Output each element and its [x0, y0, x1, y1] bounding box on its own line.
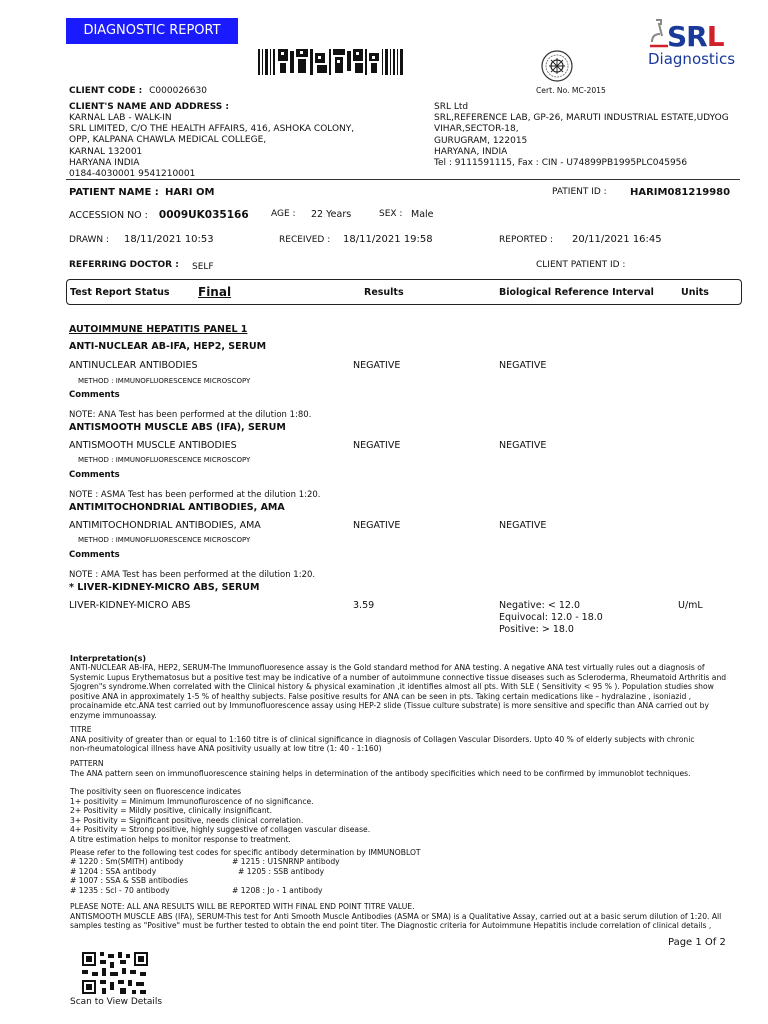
titre-title: TITRE — [70, 725, 92, 734]
test-note: NOTE : AMA Test has been performed at the dilution 1:20. — [69, 570, 316, 580]
test-section-title: ANTISMOOTH MUSCLE ABS (IFA), SERUM — [69, 422, 286, 433]
sex-value: Male — [411, 209, 434, 220]
client-address-line: KARNAL 132001 — [69, 146, 143, 157]
units-column-header: Units — [681, 287, 709, 298]
test-method: METHOD : IMMUNOFLUORESCENCE MICROSCOPY — [78, 377, 251, 385]
test-reference: NEGATIVE — [499, 360, 547, 371]
client-patient-id-label: CLIENT PATIENT ID : — [536, 260, 626, 270]
ref-doctor-label: REFERRING DOCTOR : — [69, 260, 179, 270]
lab-address-line: GURUGRAM, 122015 — [434, 135, 528, 146]
test-reference-ranges — [499, 600, 603, 636]
reference-range-line: Positive: > 18.0 — [499, 624, 574, 635]
pattern-title: PATTERN — [70, 759, 104, 768]
lab-address-line: Tel : 9111591115, Fax : CIN - U74899PB1995PLC045956 — [434, 158, 688, 169]
test-result: NEGATIVE — [353, 360, 401, 371]
immunoblot-codes-left — [70, 857, 188, 895]
lab-address-line: SRL,REFERENCE LAB, GP-26, MARUTI INDUSTRIAL ESTATE,UDYOG — [434, 113, 729, 124]
client-address-line: OPP, KALPANA CHAWLA MEDICAL COLLEGE, — [69, 135, 267, 146]
positivity-section — [70, 787, 748, 845]
immunoblot-code: # 1215 : U1SNRNP antibody — [232, 857, 340, 866]
test-unit: U/mL — [678, 600, 703, 611]
test-section-title: ANTI-NUCLEAR AB-IFA, HEP2, SERUM — [69, 341, 267, 352]
panel-title: AUTOIMMUNE HEPATITIS PANEL 1 — [69, 324, 248, 335]
lab-address-line: SRL Ltd — [434, 102, 469, 112]
client-address — [69, 113, 354, 180]
paragraph-line: procainamide etc.ANA test carried out by Immunofluorescence assay using HEP-2 slide (Tissue culture substrate) is more sensitive and specific than ANA carried out by — [70, 701, 709, 711]
accession-row — [69, 209, 249, 221]
reference-range-line: Negative: < 12.0 — [499, 600, 580, 611]
cert-number: Cert. No. MC-2015 — [536, 86, 606, 95]
certification-seal-icon — [540, 49, 574, 83]
comments-label: Comments — [69, 470, 120, 480]
paragraph-line: non-rheumatological illness have ANA positivity usually at low titre (1: 40 - 1:160) — [70, 744, 382, 754]
scan-to-view-label: Scan to View Details — [70, 997, 163, 1007]
patient-id-value: HARIM081219980 — [630, 187, 731, 198]
pattern-section — [70, 759, 748, 778]
lab-address-line: HARYANA, INDIA — [434, 146, 508, 157]
immunoblot-code: # 1204 : SSA antibody — [70, 866, 157, 876]
age-label: AGE : — [271, 209, 296, 219]
interpretation-ana-paragraph — [70, 663, 748, 721]
paragraph-line: Please refer to the following test codes for specific antibody determination by IMMUNOBLOT — [70, 848, 421, 857]
accession-label: ACCESSION NO : — [69, 210, 148, 221]
final-notes — [70, 902, 748, 931]
received-label: RECEIVED : — [279, 235, 331, 245]
client-name-label: CLIENT'S NAME AND ADDRESS : — [69, 102, 229, 112]
immunoblot-code: # 1235 : Scl - 70 antibody — [70, 885, 170, 895]
client-address-line: HARYANA INDIA — [69, 157, 140, 168]
sex-label: SEX : — [379, 209, 403, 219]
immunoblot-code: # 1007 : SSA & SSB antibodies — [70, 876, 189, 886]
patient-name-row — [69, 187, 214, 198]
reported-value: 20/11/2021 16:45 — [572, 234, 662, 245]
paragraph-line: A titre estimation helps to monitor response to treatment. — [70, 834, 291, 844]
test-reference: NEGATIVE — [499, 520, 547, 531]
test-note: NOTE: ANA Test has been performed at the dilution 1:80. — [69, 410, 312, 420]
paragraph-line: ANTISMOOTH MUSCLE ABS (IFA), SERUM-This test for Anti Smooth Muscle Antibodies (ASMA or SMA) is a Qualitative Assay, carried out at a basic serum dilution of 1:20. All — [70, 911, 722, 921]
patient-id-label: PATIENT ID : — [552, 187, 607, 197]
client-code-row — [69, 86, 207, 96]
paragraph-line: 1+ positivity = Minimum Immunofluroscence of no significance. — [70, 796, 314, 806]
reference-range-line: Equivocal: 12.0 - 18.0 — [499, 612, 603, 623]
patient-name-label: PATIENT NAME : — [69, 187, 159, 198]
test-name: ANTISMOOTH MUSCLE ANTIBODIES — [69, 440, 237, 451]
comments-label: Comments — [69, 550, 120, 560]
test-result: NEGATIVE — [353, 520, 401, 531]
lab-address — [434, 102, 729, 169]
client-address-line: 0184-4030001 9541210001 — [69, 169, 196, 180]
test-section-title: * LIVER-KIDNEY-MICRO ABS, SERUM — [69, 582, 260, 593]
report-status-value: Final — [198, 285, 232, 299]
report-banner: DIAGNOSTIC REPORT — [66, 18, 238, 44]
paragraph-line: The ANA pattern seen on immunofluorescence staining helps in determination of the antibody specificities which need to be confirmed by immunoblot techniques. — [70, 768, 691, 778]
test-reference: NEGATIVE — [499, 440, 547, 451]
immunoblot-code: # 1205 : SSB antibody — [238, 866, 325, 876]
test-method: METHOD : IMMUNOFLUORESCENCE MICROSCOPY — [78, 456, 251, 464]
immunoblot-code — [232, 876, 340, 886]
drawn-value: 18/11/2021 10:53 — [124, 234, 214, 245]
paragraph-line: positive ANA in approximately 1-5 % of healthy subjects. False positive results for ANA can be seen in pts. Taking certain medications like – hydralazine , isoniazid , — [70, 691, 692, 701]
srl-logo-subtitle: Diagnostics — [648, 50, 736, 68]
test-result: NEGATIVE — [353, 440, 401, 451]
paragraph-line: Systemic Lupus Erythematosus but a positive test may be indicative of a number of autoimmune connective tissue diseases such as Scleroderma, Rheumatoid Arthritis and — [70, 672, 727, 682]
test-note: NOTE : ASMA Test has been performed at the dilution 1:20. — [69, 490, 321, 500]
drawn-label: DRAWN : — [69, 235, 110, 245]
test-name: ANTIMITOCHONDRIAL ANTIBODIES, AMA — [69, 520, 261, 531]
reference-interval-column-header: Biological Reference Interval — [499, 287, 654, 298]
client-code-value: C000026630 — [149, 86, 207, 96]
test-section-title: ANTIMITOCHONDRIAL ANTIBODIES, AMA — [69, 502, 285, 513]
paragraph-line: 2+ Positivity = Mildly positive, clinically insignificant. — [70, 806, 273, 816]
patient-name-value: HARI OM — [164, 187, 215, 198]
test-report-status-label: Test Report Status — [70, 287, 170, 298]
paragraph-line: enzyme immunoassay. — [70, 710, 157, 720]
qr-code-icon[interactable] — [80, 950, 150, 996]
paragraph-line: Sjogren"s syndrome.When correlated with the Clinical history & physical examination ,it identifies almost all pts. With SLE ( Sensitivity < 95 % ). Population studies show — [70, 682, 714, 692]
immunoblot-code: # 1220 : Sm(SMITH) antibody — [70, 857, 184, 866]
page-number: Page 1 Of 2 — [668, 937, 726, 948]
test-name: ANTINUCLEAR ANTIBODIES — [69, 360, 198, 371]
srl-logo-text: SRL — [667, 20, 724, 53]
paragraph-line: 4+ Positivity = Strong positive, highly suggestive of collagen vascular disease. — [70, 825, 371, 835]
interpretation-title: Interpretation(s) — [70, 654, 147, 663]
paragraph-line: ANTI-NUCLEAR AB-IFA, HEP2, SERUM-The Immunofluoresence assay is the Gold standard method for ANA testing. A negative ANA test virtually rules out a diagnosis of — [70, 663, 705, 672]
comments-label: Comments — [69, 390, 120, 400]
immunoblot-codes-right — [232, 857, 340, 895]
paragraph-line: samples testing as "Positive" must be further tested to obtain the end point titer. The Diagnostic criteria for Autoimmune Hepatitis include correlation of clinical details , — [70, 921, 712, 931]
results-column-header: Results — [364, 287, 404, 298]
test-result: 3.59 — [353, 600, 375, 611]
test-name: LIVER-KIDNEY-MICRO ABS — [69, 600, 191, 611]
reported-label: REPORTED : — [499, 235, 554, 245]
titre-section — [70, 725, 748, 754]
paragraph-line: 3+ Positivity = Significant positive, needs clinical correlation. — [70, 815, 304, 825]
received-value: 18/11/2021 19:58 — [343, 234, 433, 245]
lab-address-line: VIHAR,SECTOR-18, — [434, 124, 519, 135]
accession-value: 0009UK035166 — [158, 209, 249, 221]
header-divider — [66, 179, 740, 180]
paragraph-line: ANA positivity of greater than or equal to 1:160 titre is of clinical significance in diagnosis of Collagen Vascular Disorders. Upto 40 % of elderly subjects with chronic — [70, 734, 695, 744]
paragraph-line: The positivity seen on fluorescence indicates — [70, 787, 242, 796]
client-address-line: KARNAL LAB - WALK-IN — [69, 113, 172, 123]
immunoblot-code: # 1208 : Jo - 1 antibody — [232, 885, 323, 895]
barcode-icon — [256, 47, 406, 77]
age-value: 22 Years — [311, 209, 352, 220]
client-code-label: CLIENT CODE : — [69, 86, 143, 96]
client-address-line: SRL LIMITED, C/O THE HEALTH AFFAIRS, 416, ASHOKA COLONY, — [69, 124, 355, 135]
paragraph-line: PLEASE NOTE: ALL ANA RESULTS WILL BE REPORTED WITH FINAL END POINT TITRE VALUE. — [70, 902, 415, 911]
test-method: METHOD : IMMUNOFLUORESCENCE MICROSCOPY — [78, 536, 251, 544]
ref-doctor-value: SELF — [192, 262, 214, 272]
